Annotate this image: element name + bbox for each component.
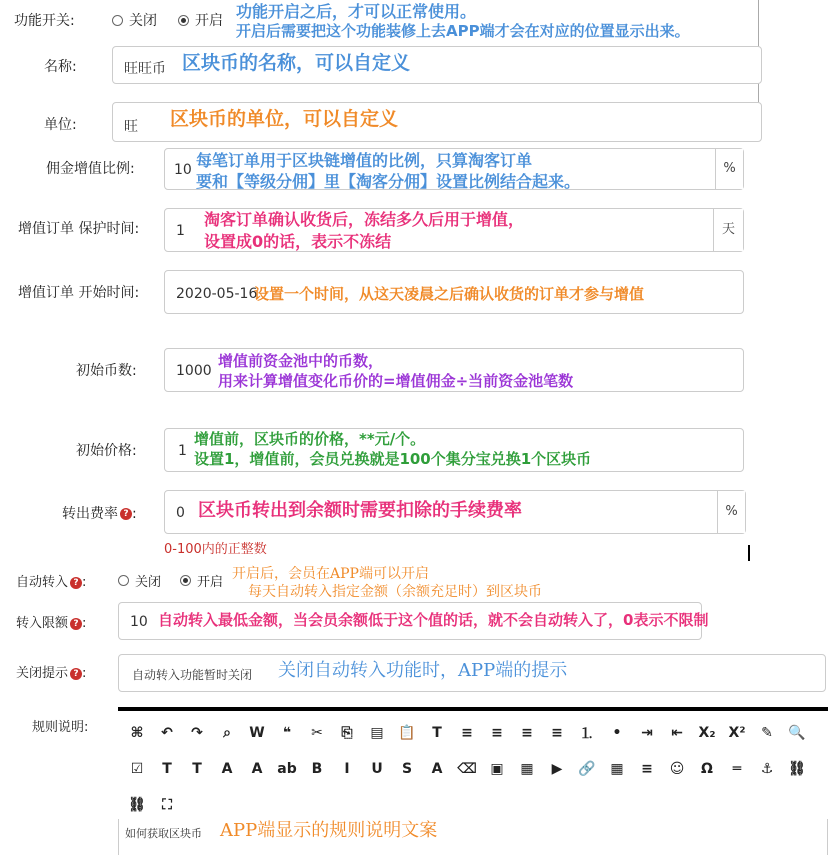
- close-tip-label: 关闭提示 ? :: [16, 666, 87, 681]
- align-center-icon[interactable]: ≡: [491, 725, 503, 741]
- note-rules: APP端显示的规则说明文案: [220, 820, 438, 841]
- limit-label: 转入限额 ? :: [16, 616, 87, 631]
- note-protect-2: 设置成0的话，表示不冻结: [204, 232, 392, 251]
- note-price-1: 增值前，区块币的价格，**元/个。: [194, 430, 426, 448]
- auto-on-label: 开启: [197, 575, 224, 590]
- auto-on-radio[interactable]: [180, 571, 223, 590]
- note-auto-1: 开启后，会员在APP端可以开启: [232, 566, 429, 582]
- fee-value: 0: [176, 505, 185, 521]
- radio-on-dot[interactable]: [178, 15, 189, 26]
- justify-icon[interactable]: ≡: [551, 725, 563, 741]
- toolbar-row-3: [122, 791, 182, 819]
- copy-icon[interactable]: ⎘: [341, 725, 353, 741]
- line-height-icon[interactable]: A: [431, 761, 443, 777]
- ratio-unit: %: [715, 149, 743, 189]
- title-icon[interactable]: T: [162, 761, 172, 777]
- outdent-icon[interactable]: ⇤: [671, 725, 683, 741]
- note-protect-1: 淘客订单确认收货后，冻结多久后用于增值，: [204, 210, 525, 229]
- auto-label-text: 自动转入: [16, 575, 69, 590]
- start-label: 增值订单 开始时间:: [18, 285, 140, 301]
- multi-image-icon[interactable]: ▦: [520, 761, 534, 777]
- video-icon[interactable]: ▶: [551, 761, 563, 777]
- emoticon-icon[interactable]: ☺: [669, 761, 685, 777]
- image-icon[interactable]: ▣: [490, 761, 504, 777]
- cursor-mark: [748, 545, 750, 561]
- name-value: 旺旺币: [124, 61, 166, 77]
- unit-value: 旺: [124, 119, 138, 135]
- undo-icon[interactable]: ↶: [161, 725, 173, 741]
- note-ratio-1: 每笔订单用于区块链增值的比例，只算淘客订单: [196, 151, 533, 170]
- anchor-icon[interactable]: ⚓: [760, 761, 774, 777]
- note-coins-2: 用来计算增值变化币价的=增值佣金÷当前资金池笔数: [218, 372, 574, 390]
- close-tip-value: 自动转入功能暂时关闭: [132, 668, 253, 682]
- fullscreen-icon[interactable]: ⛶: [162, 797, 172, 813]
- unordered-list-icon[interactable]: •: [612, 725, 622, 741]
- toolbar-row-2: [122, 755, 812, 783]
- cut-icon[interactable]: ✂: [311, 725, 323, 741]
- auto-label: 自动转入 ? :: [16, 575, 87, 590]
- help-icon[interactable]: ?: [70, 577, 82, 589]
- font-name-icon[interactable]: T: [192, 761, 202, 777]
- price-label: 初始价格:: [76, 443, 137, 459]
- font-color-icon[interactable]: A: [251, 761, 263, 777]
- note-close-tip: 关闭自动转入功能时，APP端的提示: [278, 660, 568, 681]
- quote-icon[interactable]: ❝: [282, 725, 292, 741]
- note-unit: 区块币的单位，可以自定义: [170, 108, 399, 130]
- source-icon[interactable]: ⌘: [130, 725, 144, 741]
- subscript-icon[interactable]: X₂: [698, 725, 716, 741]
- note-start: 设置一个时间，从这天凌晨之后确认收货的订单才参与增值: [254, 285, 645, 303]
- radio-off-dot[interactable]: [118, 575, 129, 586]
- indent-icon[interactable]: ⇥: [641, 725, 653, 741]
- note-switch-2: 开启后需要把这个功能装修上去APP端才会在对应的位置显示出来。: [236, 22, 690, 40]
- italic-icon[interactable]: I: [344, 761, 350, 777]
- switch-on-label: 开启: [195, 13, 223, 29]
- switch-on-radio[interactable]: [178, 10, 223, 30]
- bold-icon[interactable]: B: [311, 761, 323, 777]
- coins-label: 初始币数:: [76, 363, 137, 379]
- auto-off-label: 关闭: [135, 575, 162, 590]
- fee-label: 转出费率 ? :: [62, 506, 137, 522]
- note-fee: 区块币转出到余额时需要扣除的手续费率: [198, 500, 522, 521]
- start-value: 2020-05-16: [176, 286, 258, 302]
- fee-unit: %: [717, 491, 745, 533]
- name-label: 名称:: [44, 59, 77, 75]
- rules-label: 规则说明:: [32, 720, 89, 735]
- hr-icon[interactable]: ≡: [641, 761, 653, 777]
- limit-label-text: 转入限额: [16, 616, 69, 631]
- special-char-icon[interactable]: Ω: [701, 761, 713, 777]
- ratio-label: 佣金增值比例:: [46, 161, 135, 177]
- rules-value: 如何获取区块币: [125, 827, 202, 840]
- note-auto-2: 每天自动转入指定金额（余额充足时）到区块币: [248, 584, 542, 600]
- template-icon[interactable]: ▤: [370, 725, 384, 741]
- page-break-icon[interactable]: ═: [732, 761, 742, 777]
- note-limit: 自动转入最低金额，当会员余额低于这个值的话，就不会自动转入了，0表示不限制: [158, 611, 709, 629]
- switch-off-radio[interactable]: [112, 10, 157, 30]
- protect-label: 增值订单 保护时间:: [18, 221, 140, 237]
- fee-hint: 0-100内的正整数: [164, 542, 267, 557]
- editor-toolbar: [118, 707, 828, 819]
- paste-word-icon[interactable]: W: [249, 725, 265, 741]
- paste-text-icon[interactable]: T: [432, 725, 442, 741]
- link-icon[interactable]: 🔗: [578, 761, 596, 777]
- help-icon[interactable]: ?: [70, 668, 82, 680]
- bg-color-icon[interactable]: ab: [277, 761, 297, 777]
- align-right-icon[interactable]: ≡: [521, 725, 533, 741]
- table-icon[interactable]: ▦: [610, 761, 624, 777]
- radio-off-dot[interactable]: [112, 15, 123, 26]
- help-icon[interactable]: ?: [120, 508, 132, 520]
- note-coins-1: 增值前资金池中的币数，: [218, 352, 384, 370]
- price-value: 1: [178, 443, 187, 459]
- note-switch-1: 功能开启之后，才可以正常使用。: [236, 2, 477, 21]
- switch-off-label: 关闭: [129, 13, 157, 29]
- limit-value: 10: [130, 614, 148, 630]
- preview-icon[interactable]: 🔍: [788, 725, 806, 741]
- superscript-icon[interactable]: X²: [728, 725, 746, 741]
- font-size-icon[interactable]: A: [221, 761, 233, 777]
- eraser-icon[interactable]: ⌫: [457, 761, 477, 777]
- align-left-icon[interactable]: ≡: [461, 725, 473, 741]
- note-ratio-2: 要和【等级分佣】里【淘客分佣】设置比例结合起来。: [196, 172, 581, 191]
- ordered-list-icon[interactable]: ⒈: [580, 726, 594, 742]
- toolbar-row-1: [122, 719, 812, 747]
- protect-unit: 天: [713, 209, 743, 251]
- ratio-value: 10: [174, 162, 192, 178]
- close-tip-label-text: 关闭提示: [16, 666, 69, 681]
- help-icon[interactable]: ?: [70, 618, 82, 630]
- auto-off-radio[interactable]: [118, 571, 161, 590]
- strike-icon[interactable]: S: [401, 761, 413, 777]
- protect-value: 1: [176, 223, 185, 239]
- redo-icon[interactable]: ↷: [191, 725, 203, 741]
- underline-icon[interactable]: U: [371, 761, 383, 777]
- clear-format-icon[interactable]: ✎: [761, 725, 773, 741]
- radio-on-dot[interactable]: [180, 575, 191, 586]
- coins-value: 1000: [176, 363, 212, 379]
- note-price-2: 设置1，增值前，会员兑换就是100个集分宝兑换1个区块币: [194, 450, 592, 468]
- remove-link-icon[interactable]: ⛓: [128, 797, 146, 813]
- unlink-icon[interactable]: ⛓: [788, 761, 806, 777]
- unit-label: 单位:: [44, 117, 77, 133]
- paste-icon[interactable]: 📋: [398, 725, 416, 741]
- find-icon[interactable]: ⌕: [223, 725, 231, 741]
- note-name: 区块币的名称，可以自定义: [182, 52, 411, 74]
- fee-label-text: 转出费率: [62, 506, 118, 522]
- select-all-icon[interactable]: ☑: [130, 761, 144, 777]
- switch-label: 功能开关:: [14, 13, 75, 29]
